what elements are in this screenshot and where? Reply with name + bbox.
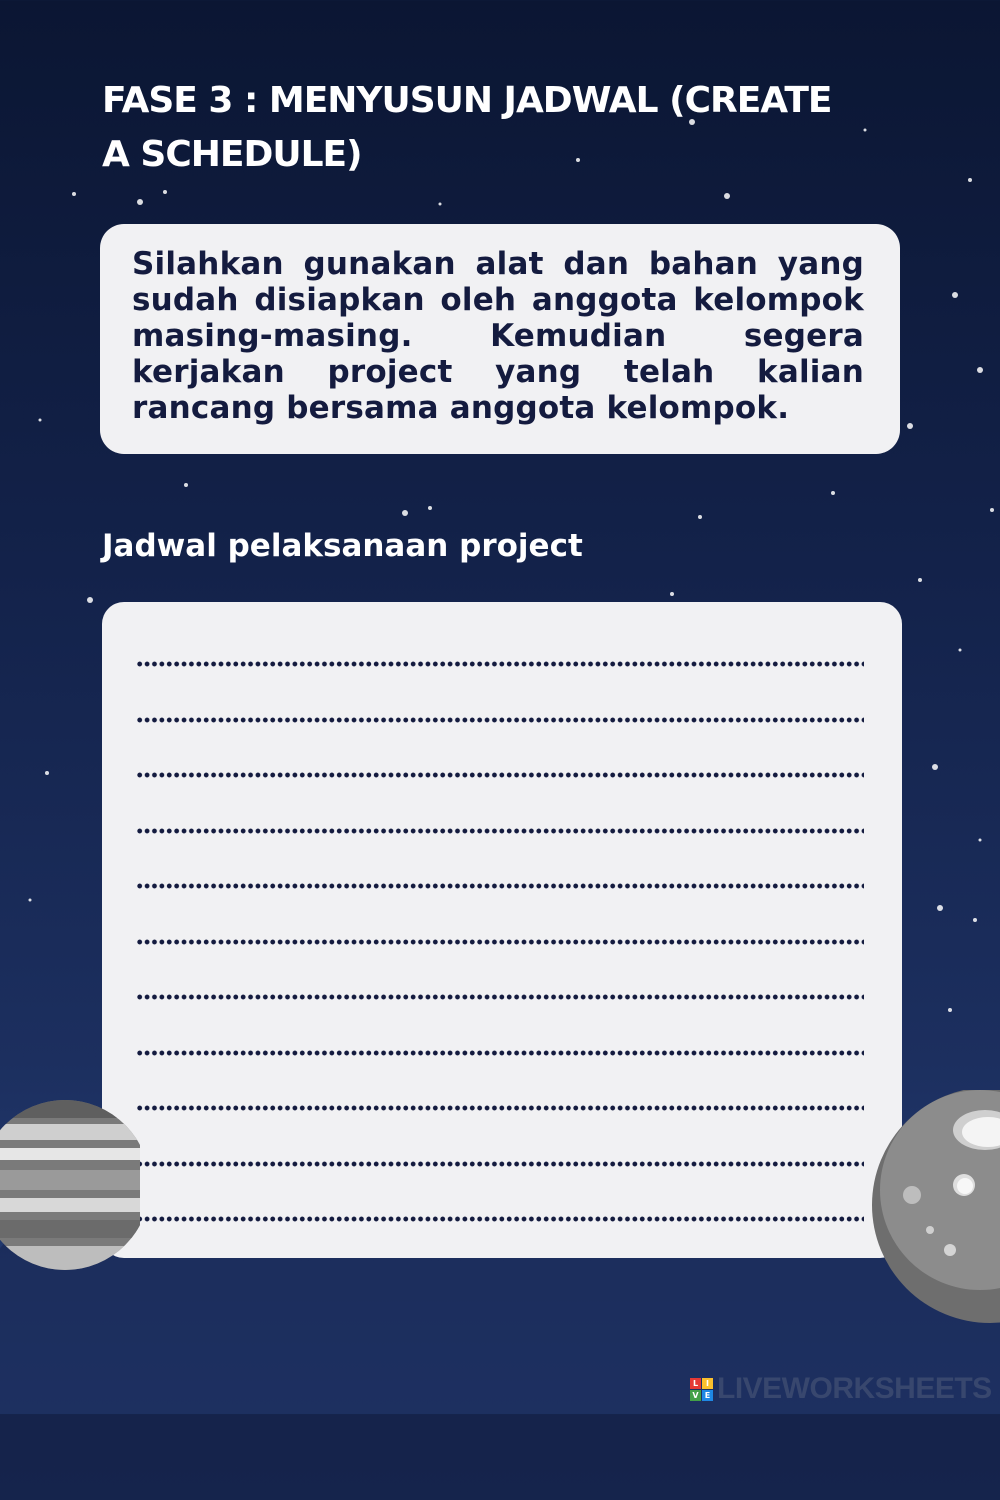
schedule-heading: Jadwal pelaksanaan project bbox=[102, 528, 583, 564]
striped-planet-icon bbox=[0, 1100, 140, 1270]
dotted-answer-line[interactable] bbox=[136, 717, 864, 723]
dotted-answer-line[interactable] bbox=[136, 1105, 864, 1111]
logo-brand-text: LIVEWORKSHEETS bbox=[717, 1372, 992, 1405]
dotted-answer-line[interactable] bbox=[136, 994, 864, 1000]
dotted-answer-line[interactable] bbox=[136, 828, 864, 834]
cratered-moon-icon bbox=[870, 1090, 1000, 1330]
dotted-answer-line[interactable] bbox=[136, 1216, 864, 1222]
logo-mark-icon bbox=[690, 1378, 713, 1401]
logo-letter-l: L bbox=[690, 1378, 701, 1389]
dotted-answer-line[interactable] bbox=[136, 883, 864, 889]
instruction-text: Silahkan gunakan alat dan bahan yang sudah disiapkan oleh anggota kelompok masing-masing. Kemudian segera kerjakan project yang telah kalian rancang bersama anggota kelompok. bbox=[132, 246, 864, 426]
logo-letter-i: I bbox=[702, 1378, 713, 1389]
dotted-answer-line[interactable] bbox=[136, 1050, 864, 1056]
liveworksheets-logo bbox=[690, 1372, 992, 1405]
logo-letter-e: E bbox=[702, 1390, 713, 1401]
schedule-answer-box[interactable] bbox=[102, 602, 902, 1258]
dotted-answer-line[interactable] bbox=[136, 661, 864, 667]
logo-letter-v: V bbox=[690, 1390, 701, 1401]
page-title: FASE 3 : MENYUSUN JADWAL (CREATE A SCHEDULE) bbox=[102, 80, 832, 175]
dotted-answer-line[interactable] bbox=[136, 1161, 864, 1167]
instruction-box bbox=[100, 224, 900, 454]
dotted-answer-line[interactable] bbox=[136, 772, 864, 778]
dotted-answer-line[interactable] bbox=[136, 939, 864, 945]
